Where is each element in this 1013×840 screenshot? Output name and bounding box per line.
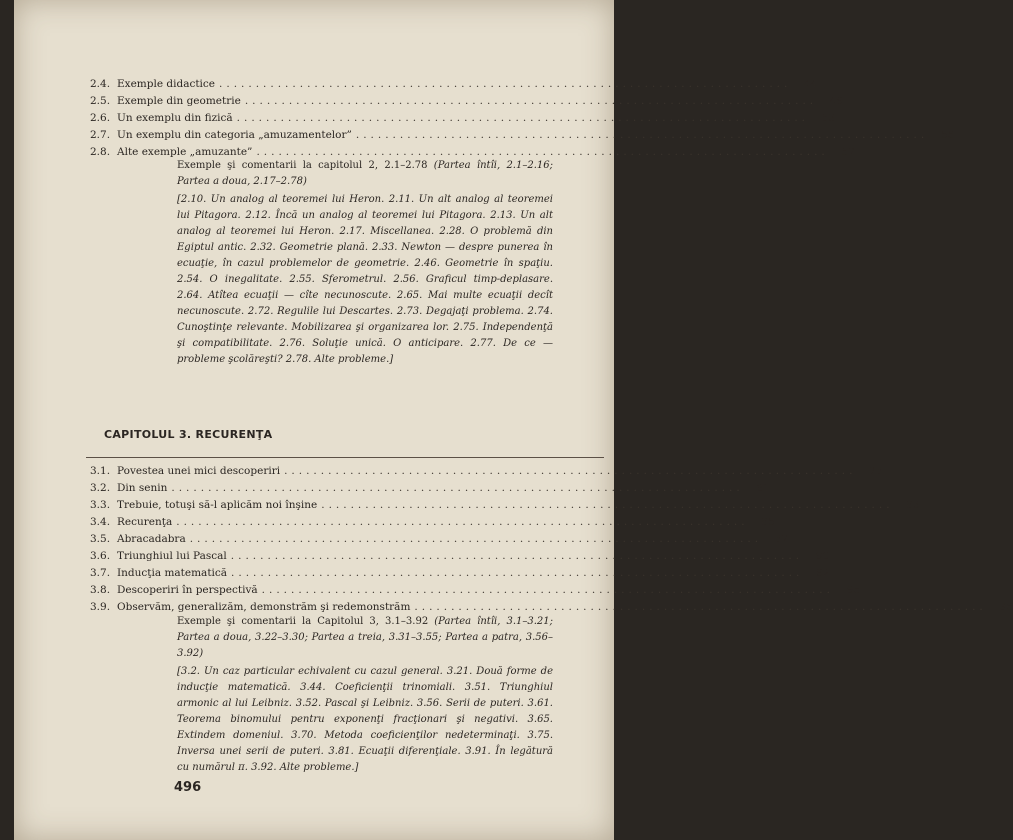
entry-number: 2.8. <box>90 146 111 158</box>
entry-page: 57 <box>841 146 855 158</box>
dot-leader: .............................................................................. <box>321 499 894 511</box>
entry-number: 3.1. <box>90 465 111 477</box>
entry-page: 56 <box>940 129 955 141</box>
entry-page: 53 <box>821 112 835 124</box>
dot-leader: .............................................................................. <box>244 95 818 107</box>
entry-number: 3.6. <box>90 550 111 562</box>
comments-block-ch2 <box>177 158 553 190</box>
entry-title: Inducţia matematică <box>117 567 228 579</box>
chapter-heading: CAPITOLUL 3. RECURENŢA <box>104 428 273 441</box>
toc-entry <box>90 497 920 513</box>
toc-entry <box>90 565 830 581</box>
entry-number: 3.9. <box>90 601 111 613</box>
toc-entry <box>90 127 955 143</box>
entry-title: Din senin <box>117 482 168 494</box>
entry-page: 78 <box>869 465 883 477</box>
entry-page: 96 <box>999 601 1013 613</box>
dot-leader: .............................................................................. <box>355 129 929 141</box>
toc-entry <box>90 514 775 530</box>
comments-block-ch3 <box>177 614 553 662</box>
entry-title: Povestea unei mici descoperiri <box>117 465 281 477</box>
toc-entry <box>90 480 770 496</box>
entry-page: 83 <box>906 499 920 511</box>
entry-number: 3.5. <box>90 533 111 545</box>
divider-top <box>86 457 604 458</box>
entry-page: 49 <box>829 95 844 107</box>
page-number: 496 <box>174 780 202 795</box>
entry-title: Un exemplu din categoria „amuzamentelor” <box>117 129 352 141</box>
entry-number: 2.6. <box>90 112 111 124</box>
toc-entry <box>90 110 835 126</box>
dot-leader: .............................................................................. <box>236 112 809 124</box>
entry-title: Observăm, generalizăm, demonstrăm şi redemonstrăm <box>117 601 411 613</box>
entry-title: Recurenţa <box>117 516 173 528</box>
comments-parts: (Partea întîi, 2.1–2.16; Partea a doua, 2.17–2.78) <box>177 160 553 187</box>
dot-leader: .............................................................................. <box>219 78 792 90</box>
dot-leader: .............................................................................. <box>176 516 749 528</box>
entry-number: 3.4. <box>90 516 111 528</box>
entry-page: 90 <box>815 550 830 562</box>
toc-entry <box>90 531 789 547</box>
entry-page: 95 <box>846 584 860 596</box>
comments-lead: Exemple şi comentarii la capitolul 2, 2.1–2.78 <box>177 160 428 171</box>
dot-leader: .............................................................................. <box>231 567 804 579</box>
entry-title: Alte exemple „amuzante” <box>117 146 253 158</box>
dot-leader: .............................................................................. <box>171 482 744 494</box>
entry-title: Triunghiul lui Pascal <box>117 550 227 562</box>
entry-number: 3.2. <box>90 482 111 494</box>
entry-page: 44 <box>803 78 818 90</box>
entry-page: 81 <box>756 482 770 494</box>
entry-title: Trebuie, totuşi să-l aplicăm noi înşine <box>117 499 318 511</box>
entry-number: 2.4. <box>90 78 111 90</box>
entry-number: 2.7. <box>90 129 111 141</box>
entry-page: 87 <box>774 533 789 545</box>
dot-leader: .............................................................................. <box>414 601 987 613</box>
entry-page: 85 <box>761 516 775 528</box>
entry-title: Abracadabra <box>117 533 186 545</box>
dot-leader: .............................................................................. <box>256 146 829 158</box>
entry-number: 2.5. <box>90 95 111 107</box>
toc-entry <box>90 599 1013 615</box>
entry-title: Un exemplu din fizică <box>117 112 233 124</box>
dot-leader: .............................................................................. <box>261 584 834 596</box>
comments-list-ch2: [2.10. Un analog al teoremei lui Heron. 2.11. Un alt analog al teoremei lui Pitagora. 2.12. Încă un analog al teoremei lui Pitagora. 2.13. Un alt analog al teoremei lui Heron. 2.17. Miscellanea. 2.28. O problemă din Egiptul antic. 2.32. Geometrie plană. 2.33. Newton — despre punerea în ecuaţie, în cazul problemelor de geometrie. 2.46. Geometrie în spaţiu. 2.54. O inegalitate. 2.55. Sferometrul. 2.56. Graficul timp-deplasare. 2.64. Atîtea ecuaţii — cîte necunoscute. 2.65. Mai multe ecuaţii decît necunoscute. 2.72. Regulile lui Descartes. 2.73. Degajaţi problema. 2.74. Cunoştinţe relevante. Mobilizarea şi organizarea lor. 2.75. Independenţă şi compatibilitate. 2.76. Soluţie unică. O anticipare. 2.77. De ce — probleme şcolăreşti? 2.78. Alte probleme.] <box>177 194 553 365</box>
book-page <box>14 0 1013 840</box>
toc-entry <box>90 93 844 109</box>
comments-lead: Exemple şi comentarii la Capitolul 3, 3.1–3.92 <box>177 616 429 627</box>
toc-entry <box>90 582 860 598</box>
toc-entry <box>90 76 818 92</box>
entry-title: Descoperiri în perspectivă <box>117 584 258 596</box>
toc-entry <box>90 548 830 564</box>
entry-title: Exemple din geometrie <box>117 95 241 107</box>
entry-number: 3.7. <box>90 567 111 579</box>
dot-leader: .............................................................................. <box>189 533 763 545</box>
dot-leader: .............................................................................. <box>284 465 857 477</box>
dot-leader: .............................................................................. <box>230 550 804 562</box>
entry-number: 3.3. <box>90 499 111 511</box>
comments-parts: (Partea întîi, 3.1–3.21; Partea a doua, 3.22–3.30; Partea a treia, 3.31–3.55; Partea a patra, 3.56–3.92) <box>177 616 553 659</box>
entry-number: 3.8. <box>90 584 111 596</box>
entry-title: Exemple didactice <box>117 78 216 90</box>
comments-list-ch3: [3.2. Un caz particular echivalent cu cazul general. 3.21. Două forme de inducţie matematică. 3.44. Coeficienţii trinomiali. 3.51. Triunghiul armonic al lui Leibniz. 3.52. Pascal şi Leibniz. 3.56. Serii de puteri. 3.61. Teorema binomului pentru exponenţi fracţionari şi negativi. 3.65. Extindem domeniul. 3.70. Metoda coeficienţilor nedeterminaţi. 3.75. Inversa unei serii de puteri. 3.81. Ecuaţii diferenţiale. 3.91. În legătură cu numărul π. 3.92. Alte probleme.] <box>177 666 553 773</box>
toc-entry <box>90 463 883 479</box>
entry-page: 92 <box>816 567 830 579</box>
